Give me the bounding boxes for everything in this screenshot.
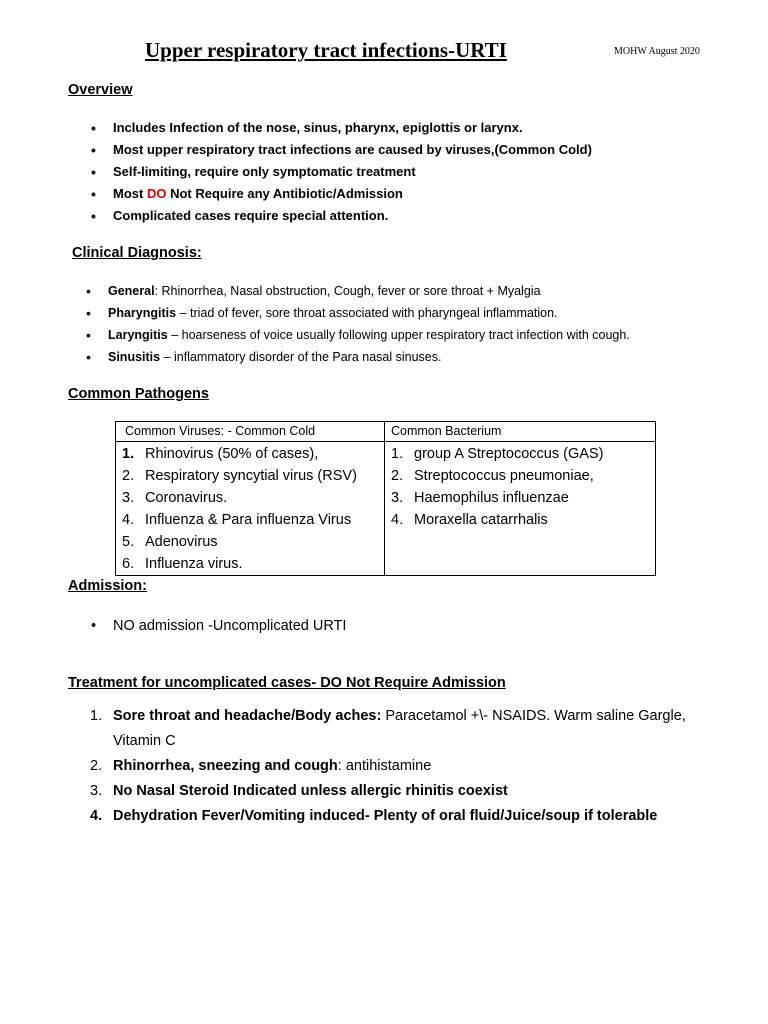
list-item-text: Not Require any Antibiotic/Admission: [166, 186, 403, 201]
list-item: [122, 487, 384, 509]
virus-name: Influenza & Para influenza Virus: [145, 512, 352, 528]
item-number: 3.: [122, 490, 135, 506]
diagnosis-description: – inflammatory disorder of the Para nasal sinuses.: [160, 350, 442, 364]
item-number: 1.: [122, 446, 135, 462]
table-row: [116, 442, 656, 576]
common-pathogens-heading: Common Pathogens: [68, 386, 209, 402]
clinical-diagnosis-heading: Clinical Diagnosis:: [72, 245, 202, 261]
item-number: 2.: [122, 468, 135, 484]
list-item: [391, 465, 655, 487]
list-item: [90, 804, 713, 829]
item-number: 3.: [391, 490, 404, 506]
list-item: [90, 704, 713, 754]
virus-name: Rhinovirus (50% of cases),: [145, 446, 319, 462]
virus-name: Influenza virus.: [145, 556, 243, 572]
list-item: • Most upper respiratory tract infections are caused by viruses,(Common Cold): [113, 139, 592, 161]
document-title: Upper respiratory tract infections-URTI: [145, 38, 507, 62]
column-header-bacteria: Common Bacterium: [385, 422, 656, 442]
pathogens-table: [115, 421, 656, 576]
list-item: [108, 280, 630, 302]
virus-name: Respiratory syncytial virus (RSV): [145, 468, 357, 484]
item-number: 6.: [122, 556, 135, 572]
list-item: [391, 509, 655, 531]
bacteria-list: [391, 443, 655, 531]
column-header-viruses: Common Viruses: - Common Cold: [116, 422, 385, 442]
bacterium-name: Haemophilus influenzae: [414, 490, 569, 506]
bacterium-name: group A Streptococcus (GAS): [414, 446, 604, 462]
diagnosis-term: Laryngitis: [108, 328, 168, 342]
item-number: 4.: [90, 808, 103, 824]
table-header-row: [116, 422, 656, 442]
list-item-text: Most: [113, 186, 147, 201]
list-item: [108, 302, 630, 324]
item-number: 3.: [90, 783, 103, 799]
item-number: 4.: [391, 512, 404, 528]
viruses-cell: [116, 442, 385, 576]
item-number: 5.: [122, 534, 135, 550]
overview-heading: Overview: [68, 82, 133, 98]
list-item: [90, 754, 713, 779]
list-item: [122, 465, 384, 487]
list-item: [122, 553, 384, 575]
treatment-list: [90, 704, 713, 829]
item-number: 2.: [90, 758, 103, 774]
treatment-text: Paracetamol +\- NSAIDS. Warm saline Gargle, Vitamin C: [113, 708, 686, 749]
list-item: [122, 443, 384, 465]
diagnosis-description: – triad of fever, sore throat associated with pharyngeal inflammation.: [176, 306, 558, 320]
item-number: 1.: [391, 446, 404, 462]
symptom-label: Sore throat and headache/Body aches:: [113, 708, 382, 724]
treatment-text: : antihistamine: [337, 758, 432, 774]
symptom-label: Rhinorrhea, sneezing and cough: [113, 758, 338, 774]
diagnosis-description: : Rhinorrhea, Nasal obstruction, Cough, fever or sore throat + Myalgia: [154, 284, 541, 298]
list-item: • Complicated cases require special attention.: [113, 205, 592, 227]
virus-name: Coronavirus.: [145, 490, 228, 506]
bacteria-cell: [385, 442, 656, 576]
list-item: [90, 779, 713, 804]
bacterium-name: Moraxella catarrhalis: [414, 512, 548, 528]
virus-name: Adenovirus: [145, 534, 218, 550]
list-item: • Includes Infection of the nose, sinus, pharynx, epiglottis or larynx.: [113, 117, 592, 139]
list-item: [108, 324, 630, 346]
item-number: 1.: [90, 708, 103, 724]
list-item: [122, 531, 384, 553]
list-item: [122, 509, 384, 531]
list-item: [391, 487, 655, 509]
diagnosis-term: General: [108, 284, 155, 298]
issuer-date-stamp: MOHW August 2020: [614, 46, 700, 57]
symptom-label: No Nasal Steroid Indicated unless allergic rhinitis coexist: [113, 783, 508, 799]
diagnosis-term: Pharyngitis: [108, 306, 177, 320]
list-item: [391, 443, 655, 465]
list-item: [113, 183, 592, 205]
item-number: 4.: [122, 512, 135, 528]
diagnosis-list: [108, 280, 630, 368]
diagnosis-term: Sinusitis: [108, 350, 161, 364]
admission-heading: Admission:: [68, 578, 147, 594]
list-item: • Self-limiting, require only symptomatic treatment: [113, 161, 592, 183]
list-item: • NO admission -Uncomplicated URTI: [113, 615, 346, 637]
list-item: [108, 346, 630, 368]
overview-list: [113, 117, 592, 227]
virus-list: [122, 443, 384, 575]
admission-list: [113, 615, 346, 637]
treatment-heading: Treatment for uncomplicated cases- DO Not Require Admission: [68, 675, 506, 691]
item-number: 2.: [391, 468, 404, 484]
diagnosis-description: – hoarseness of voice usually following upper respiratory tract infection with cough.: [167, 328, 630, 342]
emphasis-text: DO: [146, 186, 167, 201]
symptom-label: Dehydration Fever/Vomiting induced- Plenty of oral fluid/Juice/soup if tolerable: [113, 808, 658, 824]
bacterium-name: Streptococcus pneumoniae,: [414, 468, 594, 484]
